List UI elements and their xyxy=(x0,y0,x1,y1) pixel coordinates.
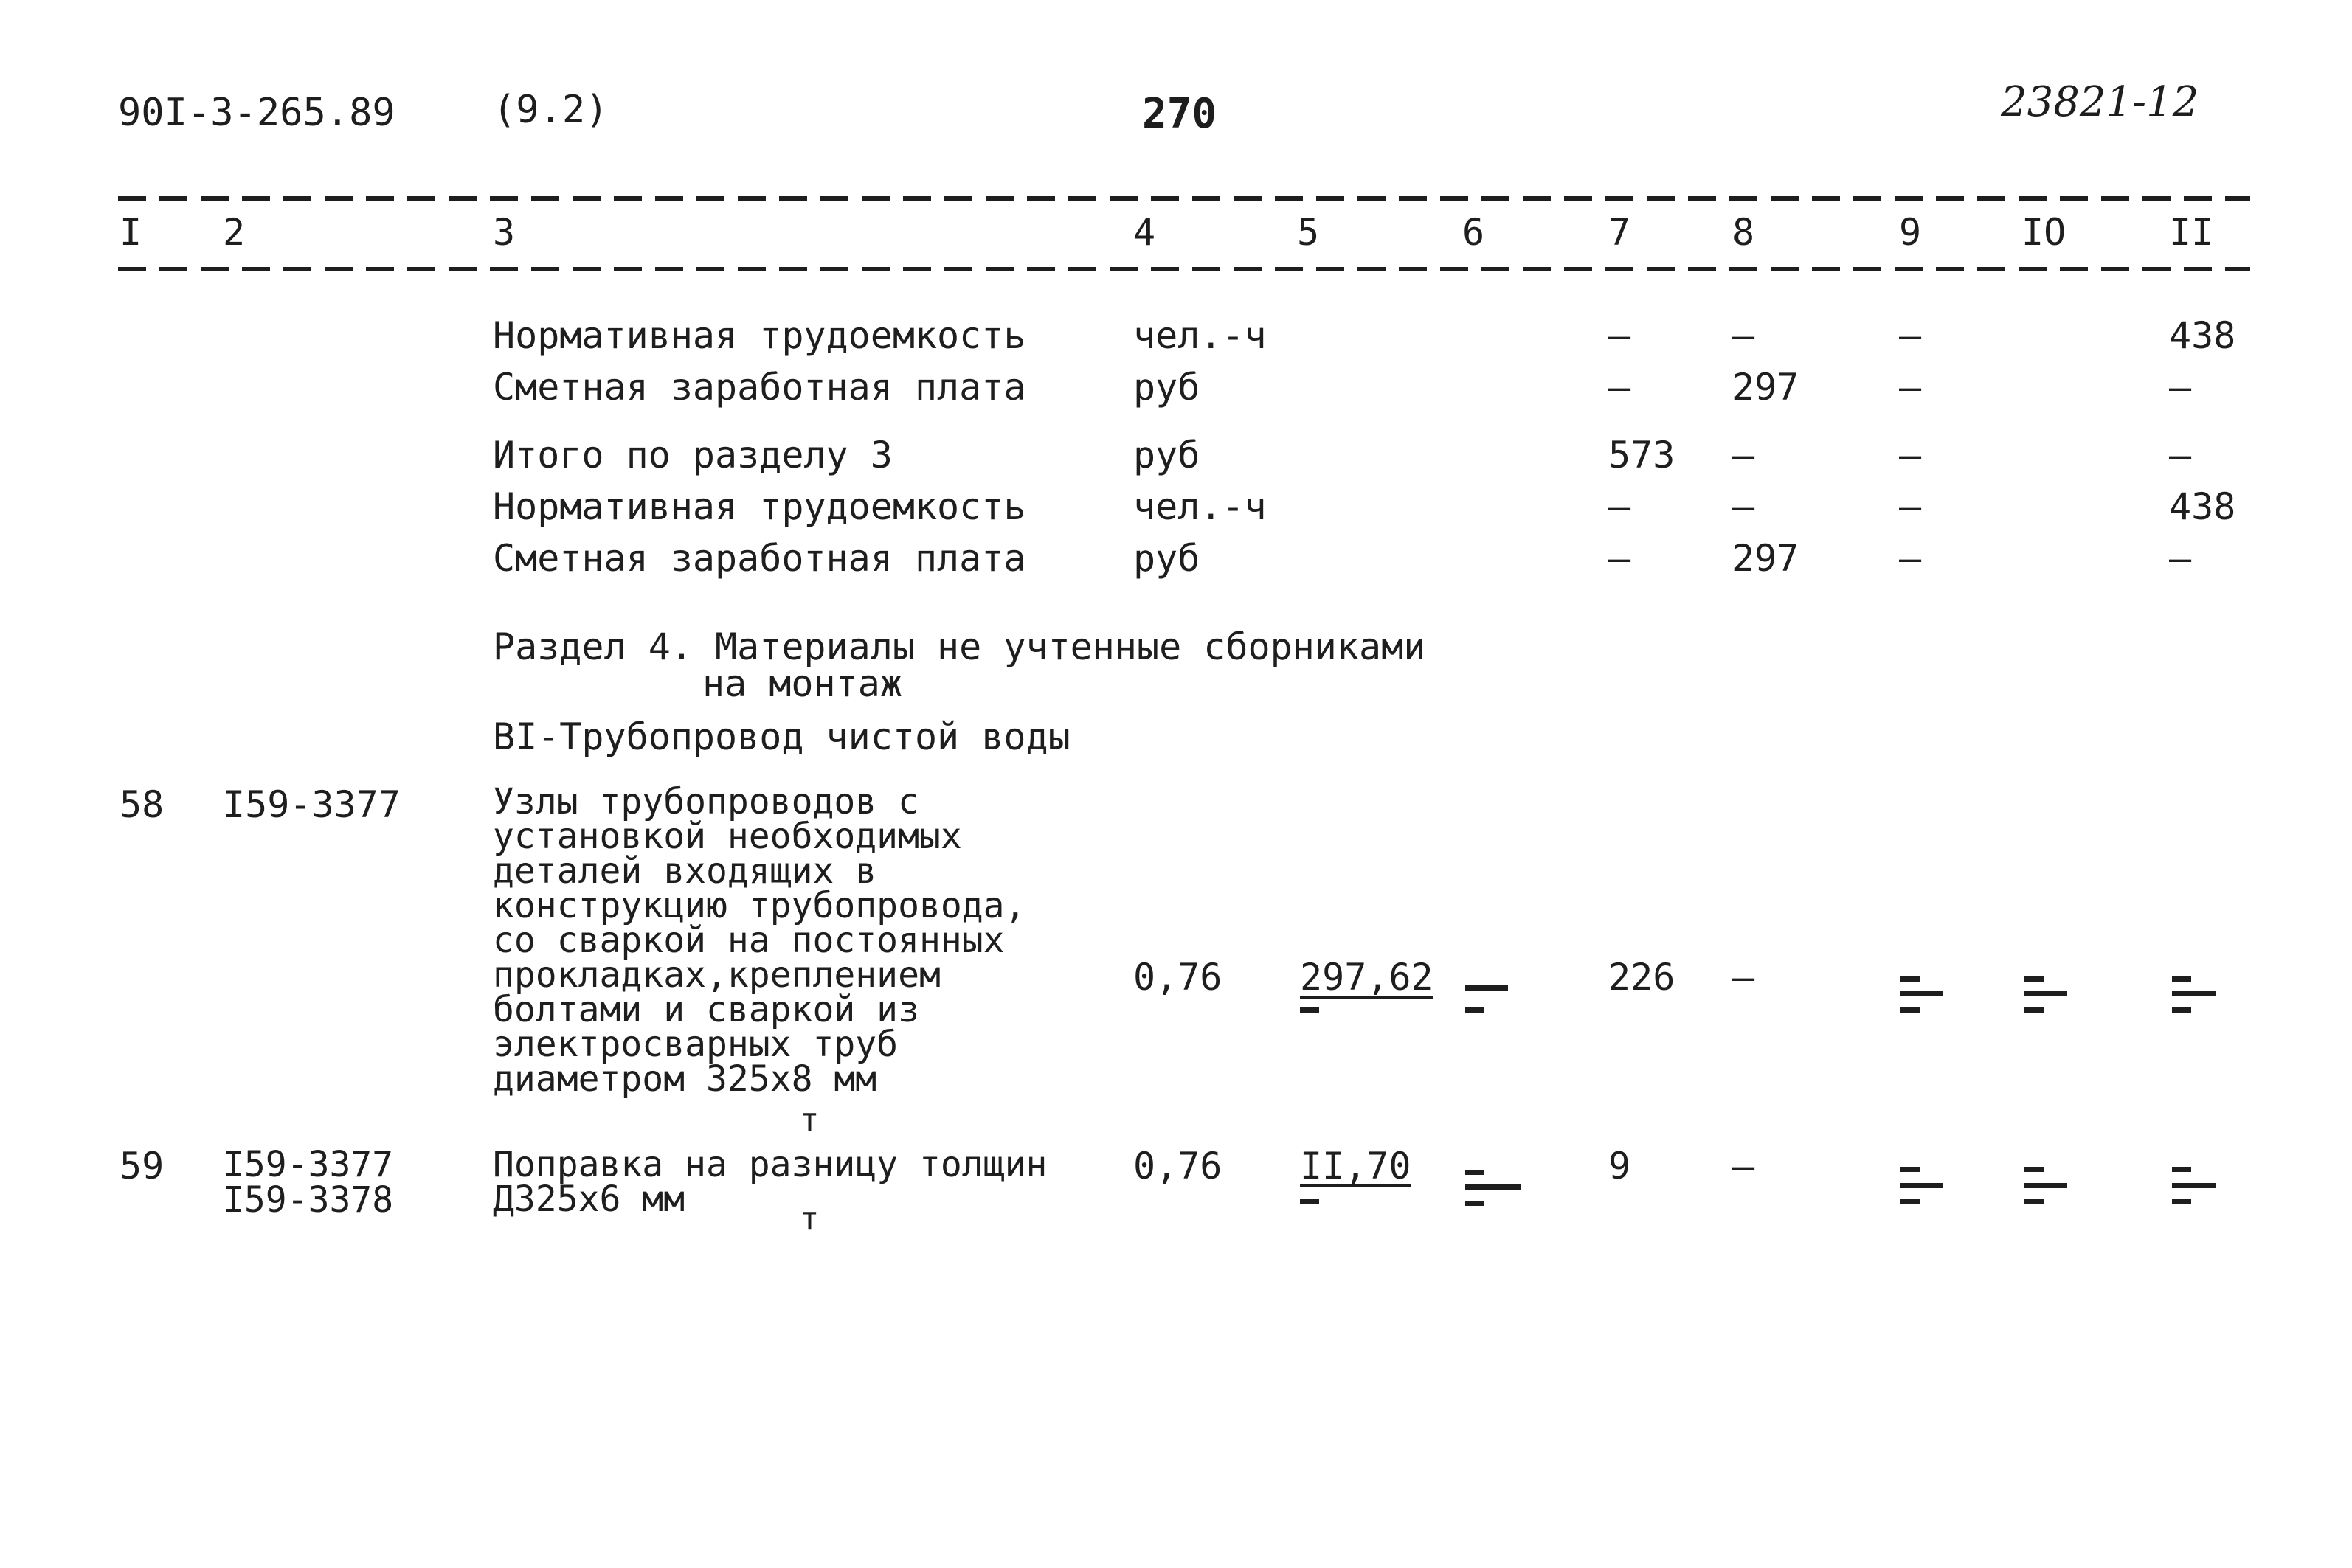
ditto-mark xyxy=(2024,1183,2067,1188)
ditto-mark xyxy=(1465,1007,1484,1013)
summary-col9: – xyxy=(1899,537,1922,580)
ditto-mark xyxy=(2172,1007,2191,1013)
column-header-11: II xyxy=(2169,211,2214,254)
summary-col11: 438 xyxy=(2169,485,2236,528)
summary-col11: – xyxy=(2169,434,2192,476)
item-code: I59-3377 xyxy=(223,783,401,826)
summary-col8: 297 xyxy=(1732,537,1799,580)
item-total: 226 xyxy=(1608,956,1675,999)
section-total-label: Итого по разделу 3 xyxy=(493,434,893,476)
ditto-mark xyxy=(1300,1007,1319,1013)
item-code: I59-3377 xyxy=(223,1144,394,1185)
summary-unit: руб xyxy=(1133,366,1200,409)
item-col8: – xyxy=(1732,1145,1755,1187)
item-description: Узлы трубопроводов с установкой необходимых деталей входящих в конструкцию трубопровода, со сваркой на постоянных прокладках,креплением болтами и сваркой из электросварных труб диаметром 325x8 мм xyxy=(493,781,1026,1100)
ditto-mark xyxy=(1900,991,1943,996)
summary-col7: – xyxy=(1608,537,1631,580)
header-top-rule xyxy=(118,196,2250,201)
column-header-1: I xyxy=(120,211,142,254)
summary-col7: – xyxy=(1608,314,1631,357)
ditto-mark xyxy=(1900,1167,1920,1172)
summary-unit: руб xyxy=(1133,434,1200,476)
page-number: 270 xyxy=(1142,90,1217,138)
item-unit-price: 297,62 xyxy=(1300,956,1433,999)
column-header-10: IO xyxy=(2021,211,2066,254)
summary-unit: чел.-ч xyxy=(1133,314,1267,357)
section-number: (9.2) xyxy=(493,88,609,132)
summary-col11: – xyxy=(2169,537,2192,580)
ditto-mark xyxy=(2172,976,2191,982)
summary-col8: – xyxy=(1732,314,1755,357)
column-header-5: 5 xyxy=(1297,211,1320,254)
ditto-mark xyxy=(2024,1199,2044,1204)
summary-col9: – xyxy=(1899,434,1922,476)
ditto-mark xyxy=(1900,1199,1920,1204)
summary-unit: руб xyxy=(1133,537,1200,580)
column-header-9: 9 xyxy=(1899,211,1922,254)
ditto-mark xyxy=(1465,985,1508,991)
ditto-mark xyxy=(1465,1184,1521,1190)
ditto-mark xyxy=(2172,1199,2191,1204)
ditto-mark xyxy=(2172,1167,2191,1172)
summary-unit: чел.-ч xyxy=(1133,485,1267,528)
item-number: 59 xyxy=(120,1145,165,1187)
column-header-8: 8 xyxy=(1732,211,1755,254)
ditto-mark xyxy=(1900,976,1920,982)
ditto-mark xyxy=(2172,1183,2216,1188)
ditto-mark xyxy=(1900,1183,1943,1188)
summary-col7: – xyxy=(1608,366,1631,409)
item-unit-price: II,70 xyxy=(1300,1145,1411,1187)
item-quantity: 0,76 xyxy=(1133,956,1222,999)
column-header-4: 4 xyxy=(1133,211,1156,254)
summary-col11: – xyxy=(2169,366,2192,409)
ditto-mark xyxy=(2024,991,2067,996)
item-number: 58 xyxy=(120,783,165,826)
item-unit: т xyxy=(800,1101,820,1139)
ditto-mark xyxy=(1465,1201,1484,1206)
summary-label: Нормативная трудоемкость xyxy=(493,485,1026,528)
item-description: Поправка на разницу толщин Д325x6 мм xyxy=(493,1144,1048,1220)
summary-col7: – xyxy=(1608,485,1631,528)
ditto-mark xyxy=(2172,991,2216,996)
handwritten-sheet-number: 23821-12 xyxy=(2001,78,2199,126)
ditto-mark xyxy=(2024,1167,2044,1172)
summary-col8: – xyxy=(1732,434,1755,476)
item-quantity: 0,76 xyxy=(1133,1145,1222,1187)
summary-col7: 573 xyxy=(1608,434,1675,476)
summary-col11: 438 xyxy=(2169,314,2236,357)
ditto-mark xyxy=(1900,1007,1920,1013)
summary-col8: – xyxy=(1732,485,1755,528)
column-header-2: 2 xyxy=(223,211,246,254)
item-total: 9 xyxy=(1608,1145,1631,1187)
section-heading-continued: на монтаж xyxy=(702,662,902,705)
summary-label: Сметная заработная плата xyxy=(493,537,1026,580)
header-bottom-rule xyxy=(118,267,2250,271)
summary-col8: 297 xyxy=(1732,366,1799,409)
ditto-mark xyxy=(2024,1007,2044,1013)
item-code-secondary: I59-3378 xyxy=(223,1179,394,1221)
subsection-heading: BI-Трубопровод чистой воды xyxy=(493,715,1070,758)
item-unit: т xyxy=(800,1200,820,1238)
ditto-mark xyxy=(2024,976,2044,982)
item-col8: – xyxy=(1732,956,1755,999)
summary-col9: – xyxy=(1899,366,1922,409)
section-heading: Раздел 4. Материалы не учтенные сборниками xyxy=(493,625,1426,668)
ditto-mark xyxy=(1300,1199,1319,1204)
summary-col9: – xyxy=(1899,485,1922,528)
summary-col9: – xyxy=(1899,314,1922,357)
column-header-6: 6 xyxy=(1462,211,1485,254)
column-header-7: 7 xyxy=(1608,211,1631,254)
summary-label: Сметная заработная плата xyxy=(493,366,1026,409)
summary-label: Нормативная трудоемкость xyxy=(493,314,1026,357)
column-header-3: 3 xyxy=(493,211,516,254)
ditto-mark xyxy=(1465,1170,1484,1175)
document-code: 90I-3-265.89 xyxy=(118,91,395,135)
